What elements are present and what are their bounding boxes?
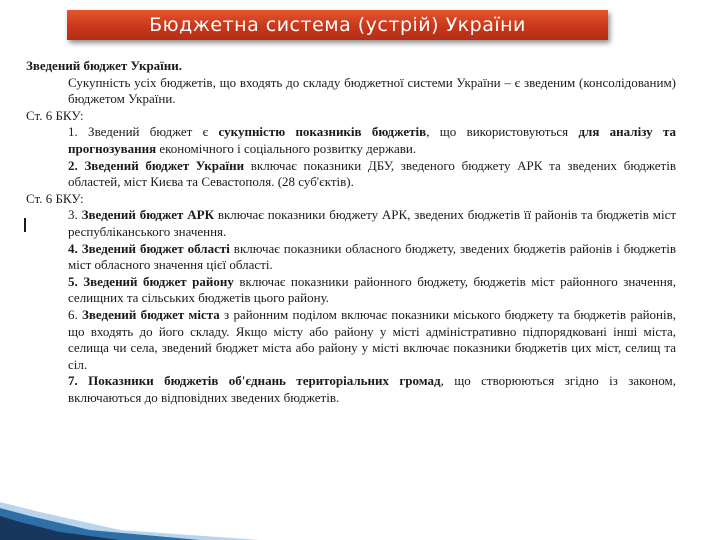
item-1	[26, 124, 676, 157]
item-5-bold: 5. Зведений бюджет району	[68, 273, 234, 289]
item-4-bold: 4. Зведений бюджет області	[68, 240, 230, 256]
item-6-tail: з районним поділом включає показники міського бюджету та бюджетів районів, що входять до його складу. Якщо місту або району у місті адміністративно підпорядковані інші міста, селища чи села, зведений бюджет міста або району у місті включає показники бюджетів цих міст, селищ та сіл.	[68, 306, 676, 372]
item-2-tail: включає показники ДБУ, зведеного бюджету АРК та зведених бюджетів областей, міст Києва та Севастополя. (28 суб'єктів).	[68, 157, 676, 190]
item-5	[26, 274, 676, 307]
slide-title-bar	[67, 10, 608, 40]
definition-paragraph: Сукупність усіх бюджетів, що входять до складу бюджетної системи України – є зведеним (консолідованим) бюджетом України.	[68, 74, 676, 107]
item-1-bold-2: для аналізу та прогнозування	[68, 124, 676, 156]
item-6-bold: Зведений бюджет міста	[82, 306, 220, 322]
item-6	[26, 307, 676, 373]
item-6-num: 6.	[68, 306, 83, 322]
text-cursor-marker	[24, 218, 26, 232]
item-3	[26, 207, 676, 240]
item-2	[26, 158, 676, 191]
item-1-bold-1: сукупністю показників бюджетів	[218, 124, 427, 140]
item-1-mid: , що використовуються	[426, 124, 579, 140]
item-7-tail: , що створюються згідно із законом, включаються до відповідних зведених бюджетів.	[68, 373, 676, 405]
doc-heading: Зведений бюджет України.	[26, 58, 183, 73]
item-3-bold: Зведений бюджет АРК	[81, 207, 214, 223]
item-2-bold: 2. Зведений бюджет України	[68, 157, 245, 173]
slide-title: Бюджетна система (устрій) України	[149, 14, 526, 36]
item-1-lead: 1. Зведений бюджет є	[68, 124, 219, 140]
item-3-num: 3.	[68, 207, 82, 223]
item-4	[26, 241, 676, 274]
document-body	[26, 58, 676, 406]
item-3-tail: включає показники бюджету АРК, зведених бюджетів її районів та бюджетів міст республіканського значення.	[68, 207, 677, 239]
item-7-bold: 7. Показники бюджетів об'єднань територіальних громад	[68, 373, 441, 389]
item-5-tail: включає показники районного бюджету, бюджетів міст районного значення, селищних та сільських бюджетів цього району.	[68, 273, 677, 306]
corner-decoration	[0, 450, 260, 540]
item-4-tail: включає показники обласного бюджету, зведених бюджетів районів і бюджетів міст обласного значення цієї області.	[68, 240, 676, 273]
item-1-tail: економічного і соціального розвитку держави.	[156, 140, 417, 156]
item-7	[26, 373, 676, 406]
section-label-1: Ст. 6 БКУ:	[26, 107, 84, 123]
section-label-2: Ст. 6 БКУ:	[26, 190, 84, 206]
